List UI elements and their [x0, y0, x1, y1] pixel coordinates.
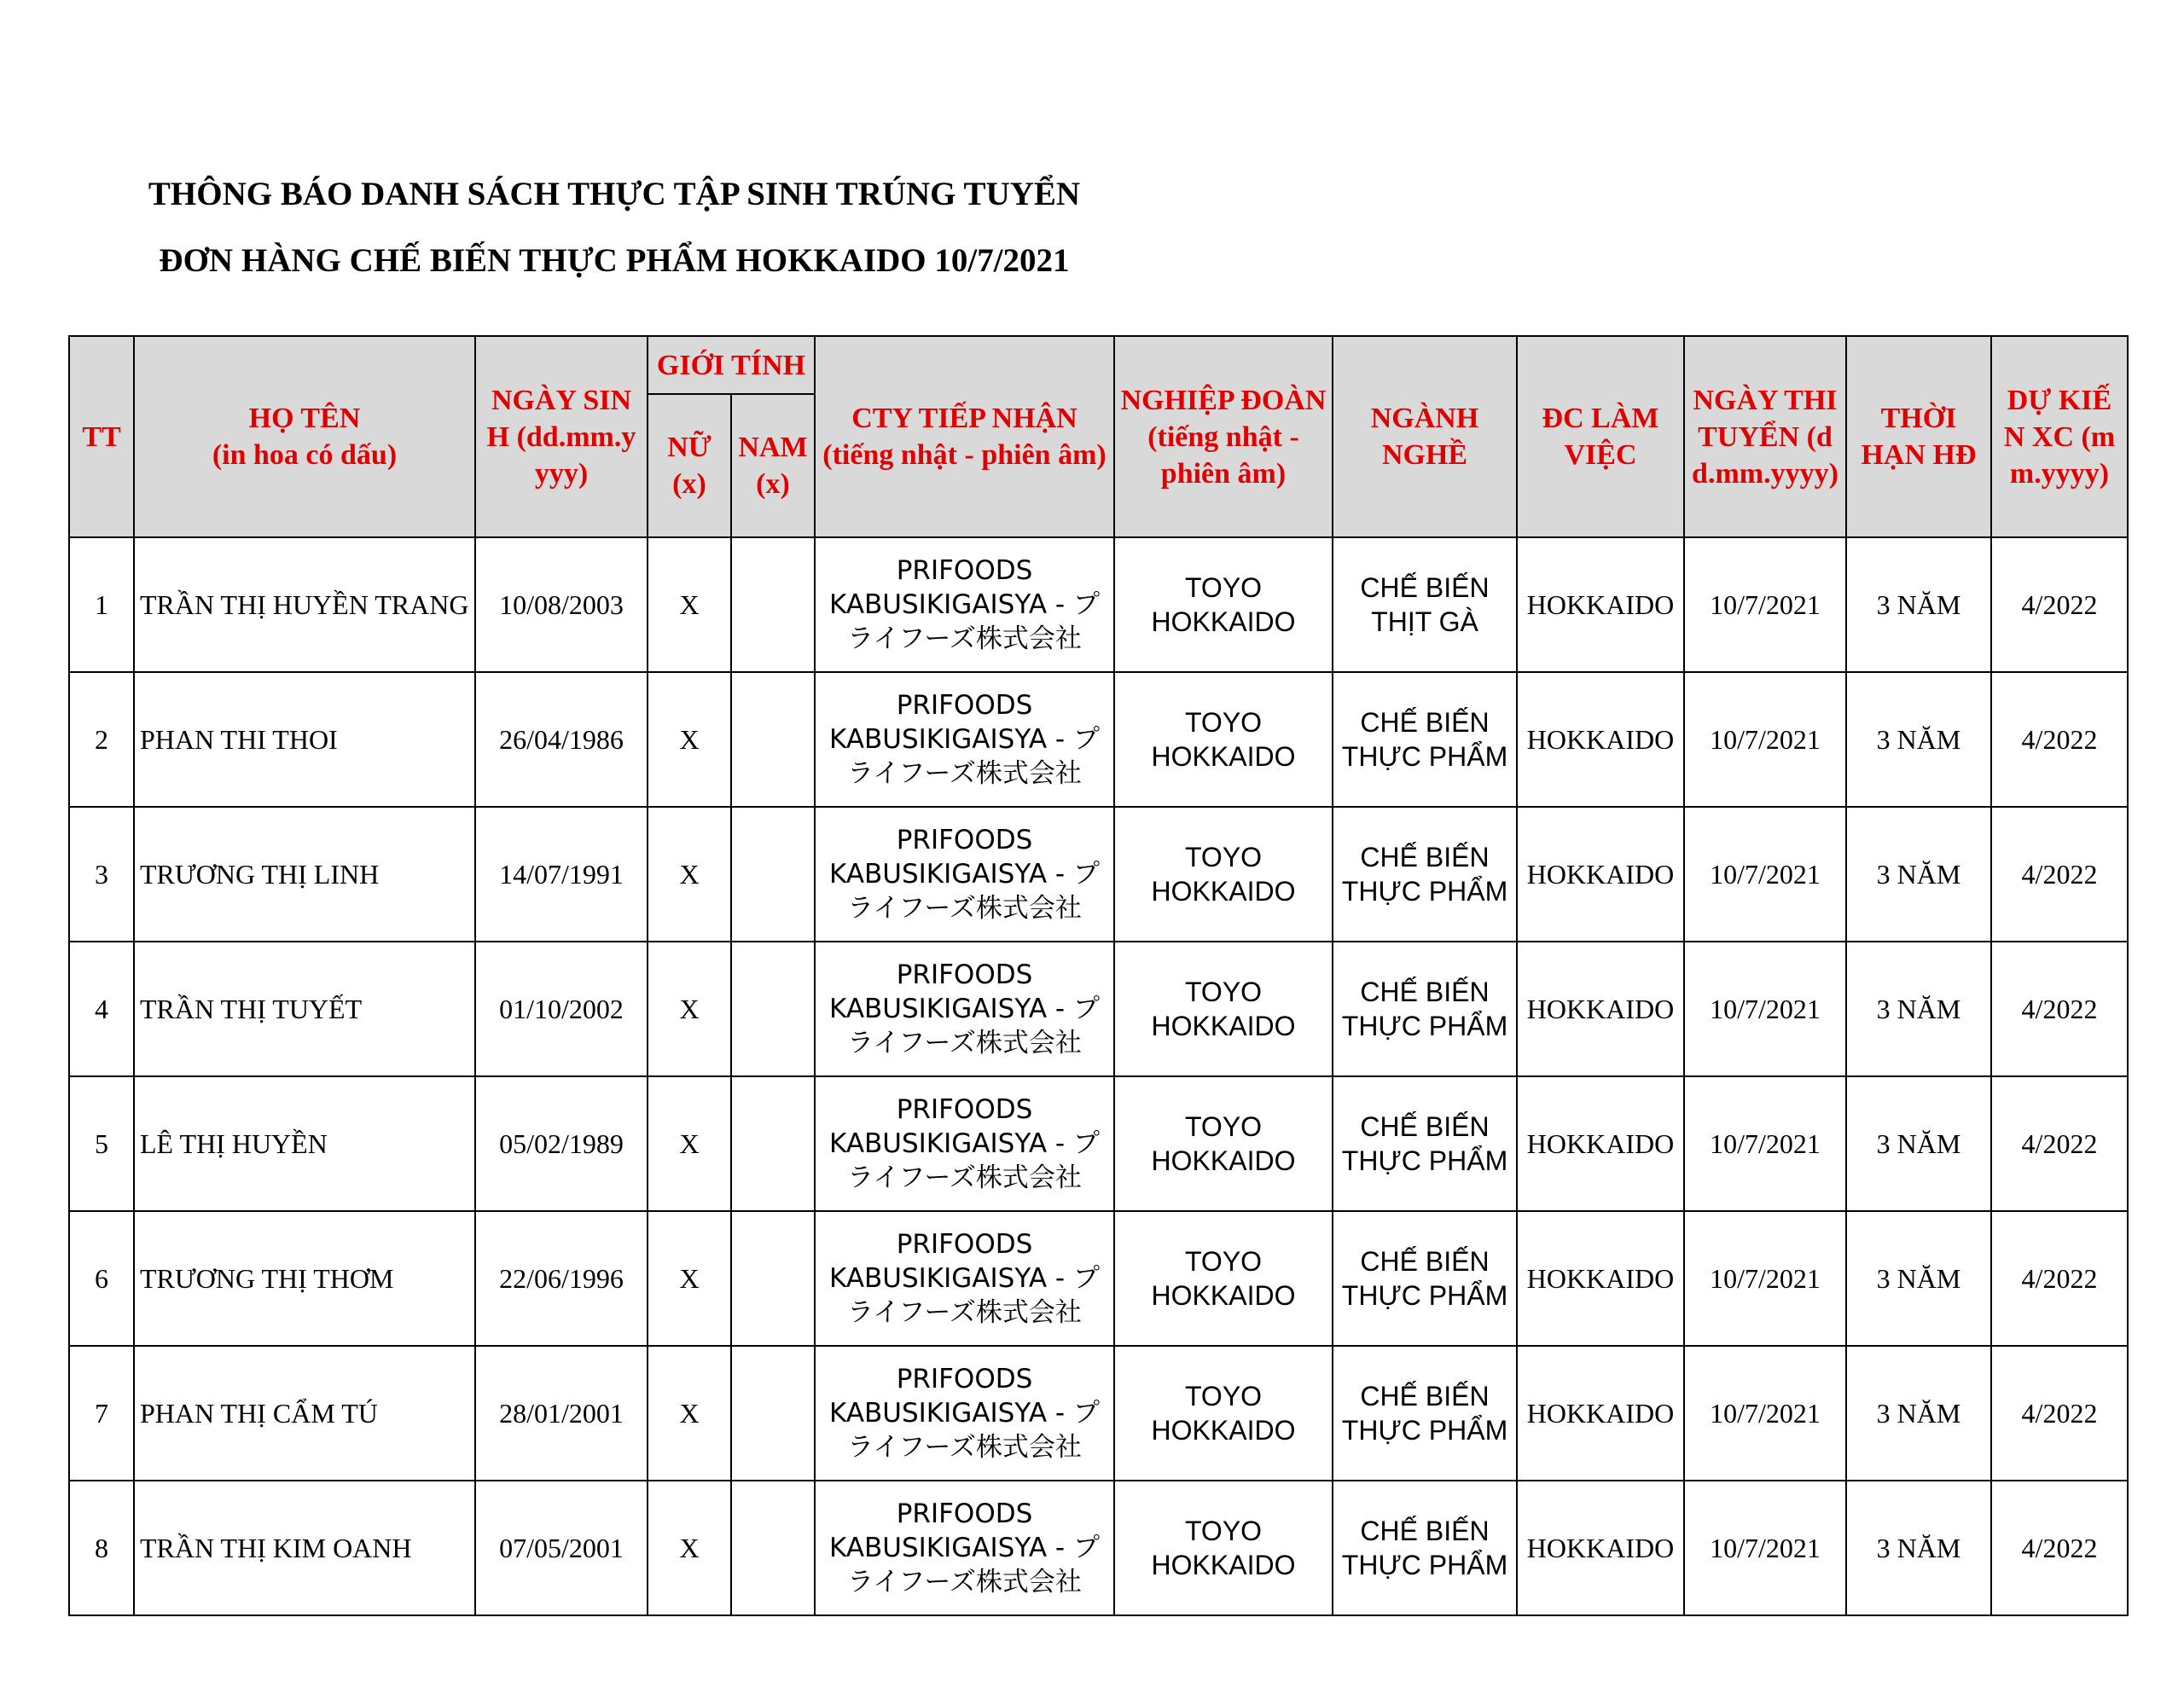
date-of-birth: 05/02/1989	[475, 1076, 648, 1211]
job-field: CHẾ BIẾN THỰC PHẨM	[1333, 672, 1517, 807]
row-number: 4	[69, 942, 134, 1076]
workplace: HOKKAIDO	[1517, 1211, 1684, 1346]
header-female: NỮ (x)	[648, 394, 731, 537]
female-mark: X	[648, 537, 731, 672]
workplace: HOKKAIDO	[1517, 942, 1684, 1076]
header-gender: GIỚI TÍNH	[648, 336, 815, 394]
trainee-name: TRƯƠNG THỊ THƠM	[134, 1211, 475, 1346]
receiving-company: PRIFOODS KABUSIKIGAISYA - プライフーズ株式会社	[815, 807, 1114, 942]
receiving-company: PRIFOODS KABUSIKIGAISYA - プライフーズ株式会社	[815, 537, 1114, 672]
date-of-birth: 14/07/1991	[475, 807, 648, 942]
male-mark	[731, 1346, 815, 1481]
female-mark: X	[648, 1346, 731, 1481]
union: TOYO HOKKAIDO	[1114, 942, 1333, 1076]
job-field: CHẾ BIẾN THỰC PHẨM	[1333, 1211, 1517, 1346]
table-row	[69, 807, 2128, 942]
expected-departure: 4/2022	[1991, 1481, 2128, 1615]
header-tt: TT	[69, 336, 134, 537]
receiving-company: PRIFOODS KABUSIKIGAISYA - プライフーズ株式会社	[815, 672, 1114, 807]
expected-departure: 4/2022	[1991, 1346, 2128, 1481]
table-row	[69, 1481, 2128, 1615]
workplace: HOKKAIDO	[1517, 1076, 1684, 1211]
job-field: CHẾ BIẾN THỰC PHẨM	[1333, 1076, 1517, 1211]
female-mark: X	[648, 1076, 731, 1211]
header-departure: DỰ KIẾN XC (mm.yyyy)	[1991, 336, 2128, 537]
trainee-name: TRẦN THỊ HUYỀN TRANG	[134, 537, 475, 672]
date-of-birth: 26/04/1986	[475, 672, 648, 807]
header-company: CTY TIẾP NHẬN (tiếng nhật - phiên âm)	[815, 336, 1114, 537]
table-row	[69, 672, 2128, 807]
workplace: HOKKAIDO	[1517, 1346, 1684, 1481]
male-mark	[731, 672, 815, 807]
expected-departure: 4/2022	[1991, 672, 2128, 807]
union: TOYO HOKKAIDO	[1114, 1211, 1333, 1346]
document-subtitle: ĐƠN HÀNG CHẾ BIẾN THỰC PHẨM HOKKAIDO 10/7/2021	[159, 242, 1070, 279]
exam-date: 10/7/2021	[1684, 942, 1846, 1076]
header-union: NGHIỆP ĐOÀN (tiếng nhật - phiên âm)	[1114, 336, 1333, 537]
expected-departure: 4/2022	[1991, 537, 2128, 672]
trainee-name: LÊ THỊ HUYỀN	[134, 1076, 475, 1211]
header-male: NAM (x)	[731, 394, 815, 537]
trainee-table	[68, 335, 2129, 1616]
male-mark	[731, 1076, 815, 1211]
trainee-name: TRẦN THỊ KIM OANH	[134, 1481, 475, 1615]
exam-date: 10/7/2021	[1684, 537, 1846, 672]
document-title: THÔNG BÁO DANH SÁCH THỰC TẬP SINH TRÚNG TUYỂN	[148, 176, 1081, 212]
female-mark: X	[648, 1481, 731, 1615]
male-mark	[731, 537, 815, 672]
row-number: 7	[69, 1346, 134, 1481]
union: TOYO HOKKAIDO	[1114, 1481, 1333, 1615]
contract-term: 3 NĂM	[1846, 537, 1991, 672]
row-number: 3	[69, 807, 134, 942]
row-number: 5	[69, 1076, 134, 1211]
male-mark	[731, 807, 815, 942]
header-name: HỌ TÊN (in hoa có dấu)	[134, 336, 475, 537]
contract-term: 3 NĂM	[1846, 1211, 1991, 1346]
workplace: HOKKAIDO	[1517, 672, 1684, 807]
contract-term: 3 NĂM	[1846, 942, 1991, 1076]
contract-term: 3 NĂM	[1846, 672, 1991, 807]
row-number: 1	[69, 537, 134, 672]
male-mark	[731, 1481, 815, 1615]
expected-departure: 4/2022	[1991, 807, 2128, 942]
union: TOYO HOKKAIDO	[1114, 672, 1333, 807]
exam-date: 10/7/2021	[1684, 672, 1846, 807]
expected-departure: 4/2022	[1991, 942, 2128, 1076]
exam-date: 10/7/2021	[1684, 807, 1846, 942]
exam-date: 10/7/2021	[1684, 1076, 1846, 1211]
date-of-birth: 07/05/2001	[475, 1481, 648, 1615]
header-dob: NGÀY SINH (dd.mm.yyyy)	[475, 336, 648, 537]
male-mark	[731, 942, 815, 1076]
job-field: CHẾ BIẾN THỰC PHẨM	[1333, 942, 1517, 1076]
expected-departure: 4/2022	[1991, 1211, 2128, 1346]
receiving-company: PRIFOODS KABUSIKIGAISYA - プライフーズ株式会社	[815, 1481, 1114, 1615]
header-job: NGÀNH NGHỀ	[1333, 336, 1517, 537]
contract-term: 3 NĂM	[1846, 1346, 1991, 1481]
female-mark: X	[648, 1211, 731, 1346]
job-field: CHẾ BIẾN THỊT GÀ	[1333, 537, 1517, 672]
female-mark: X	[648, 807, 731, 942]
contract-term: 3 NĂM	[1846, 1481, 1991, 1615]
job-field: CHẾ BIẾN THỰC PHẨM	[1333, 1481, 1517, 1615]
date-of-birth: 28/01/2001	[475, 1346, 648, 1481]
table-row	[69, 1346, 2128, 1481]
receiving-company: PRIFOODS KABUSIKIGAISYA - プライフーズ株式会社	[815, 1211, 1114, 1346]
exam-date: 10/7/2021	[1684, 1481, 1846, 1615]
union: TOYO HOKKAIDO	[1114, 537, 1333, 672]
union: TOYO HOKKAIDO	[1114, 1346, 1333, 1481]
date-of-birth: 22/06/1996	[475, 1211, 648, 1346]
exam-date: 10/7/2021	[1684, 1346, 1846, 1481]
job-field: CHẾ BIẾN THỰC PHẨM	[1333, 807, 1517, 942]
union: TOYO HOKKAIDO	[1114, 807, 1333, 942]
header-workplace: ĐC LÀM VIỆC	[1517, 336, 1684, 537]
trainee-name: PHAN THI THOI	[134, 672, 475, 807]
trainee-name: TRẦN THỊ TUYẾT	[134, 942, 475, 1076]
workplace: HOKKAIDO	[1517, 807, 1684, 942]
row-number: 8	[69, 1481, 134, 1615]
table-row	[69, 1076, 2128, 1211]
table-body	[69, 537, 2128, 1615]
expected-departure: 4/2022	[1991, 1076, 2128, 1211]
row-number: 6	[69, 1211, 134, 1346]
trainee-name: PHAN THỊ CẨM TÚ	[134, 1346, 475, 1481]
date-of-birth: 10/08/2003	[475, 537, 648, 672]
header-contract: THỜI HẠN HĐ	[1846, 336, 1991, 537]
male-mark	[731, 1211, 815, 1346]
header-exam-date: NGÀY THI TUYỂN (dd.mm.yyyy)	[1684, 336, 1846, 537]
contract-term: 3 NĂM	[1846, 807, 1991, 942]
table-row	[69, 1211, 2128, 1346]
job-field: CHẾ BIẾN THỰC PHẨM	[1333, 1346, 1517, 1481]
female-mark: X	[648, 672, 731, 807]
female-mark: X	[648, 942, 731, 1076]
table-row	[69, 942, 2128, 1076]
table-row	[69, 537, 2128, 672]
union: TOYO HOKKAIDO	[1114, 1076, 1333, 1211]
exam-date: 10/7/2021	[1684, 1211, 1846, 1346]
receiving-company: PRIFOODS KABUSIKIGAISYA - プライフーズ株式会社	[815, 942, 1114, 1076]
workplace: HOKKAIDO	[1517, 537, 1684, 672]
receiving-company: PRIFOODS KABUSIKIGAISYA - プライフーズ株式会社	[815, 1346, 1114, 1481]
date-of-birth: 01/10/2002	[475, 942, 648, 1076]
workplace: HOKKAIDO	[1517, 1481, 1684, 1615]
trainee-name: TRƯƠNG THỊ LINH	[134, 807, 475, 942]
receiving-company: PRIFOODS KABUSIKIGAISYA - プライフーズ株式会社	[815, 1076, 1114, 1211]
contract-term: 3 NĂM	[1846, 1076, 1991, 1211]
row-number: 2	[69, 672, 134, 807]
